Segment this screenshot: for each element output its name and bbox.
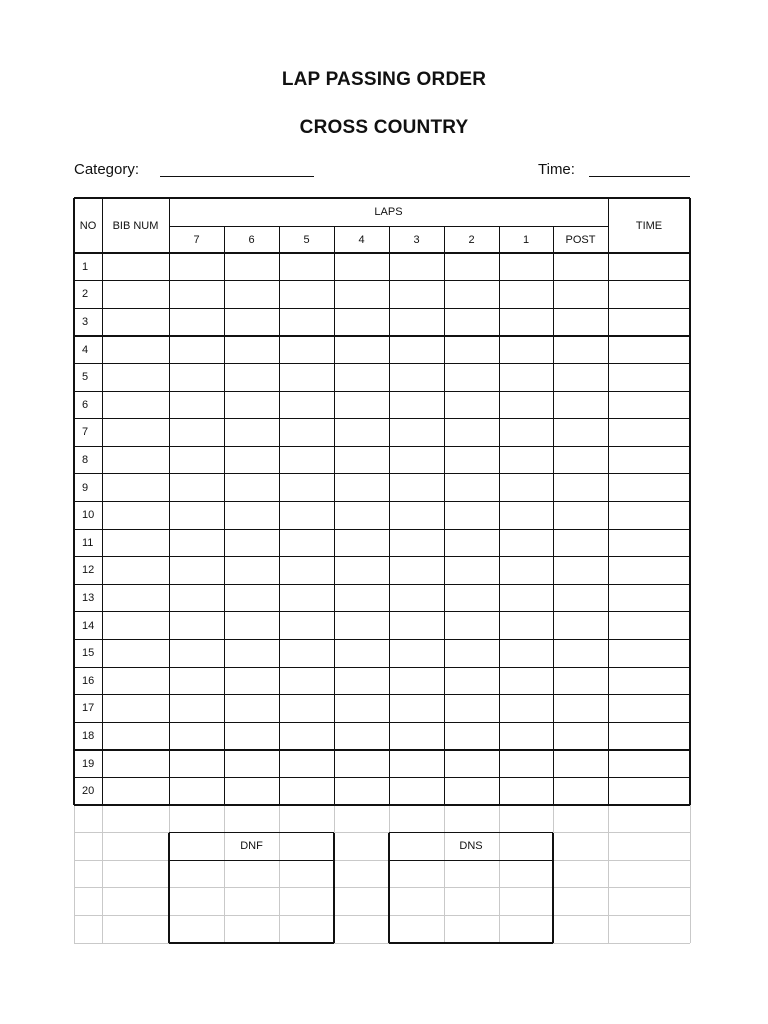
entry-cell[interactable]	[224, 308, 279, 336]
entry-cell[interactable]	[444, 501, 499, 529]
row-number: 9	[82, 481, 89, 494]
entry-cell[interactable]	[444, 667, 499, 695]
entry-cell[interactable]	[102, 750, 169, 778]
row-line	[74, 556, 690, 557]
entry-cell[interactable]	[499, 474, 553, 502]
entry-cell[interactable]	[224, 501, 279, 529]
entry-cell[interactable]	[102, 308, 169, 336]
entry-cell[interactable]	[279, 695, 334, 723]
entry-cell[interactable]	[444, 391, 499, 419]
entry-cell[interactable]	[169, 612, 224, 640]
row-line	[74, 501, 690, 502]
extra-col-line	[279, 805, 280, 943]
entry-cell[interactable]	[553, 363, 608, 391]
entry-cell[interactable]	[279, 281, 334, 309]
entry-cell[interactable]	[224, 281, 279, 309]
entry-cell[interactable]	[224, 667, 279, 695]
row-number: 20	[82, 785, 95, 798]
entry-cell[interactable]	[279, 391, 334, 419]
entry-cell[interactable]	[102, 667, 169, 695]
extra-col-line	[74, 805, 75, 943]
entry-cell[interactable]	[444, 529, 499, 557]
entry-cell[interactable]	[444, 253, 499, 281]
row-number: 2	[82, 288, 89, 301]
entry-cell[interactable]	[608, 336, 690, 364]
entry-cell[interactable]	[553, 557, 608, 585]
row-line	[74, 473, 690, 474]
entry-cell[interactable]	[169, 253, 224, 281]
entry-cell[interactable]	[334, 446, 389, 474]
entry-cell[interactable]	[169, 446, 224, 474]
entry-cell[interactable]	[224, 446, 279, 474]
row-line	[74, 280, 690, 281]
entry-cell[interactable]	[608, 363, 690, 391]
entry-cell[interactable]	[169, 557, 224, 585]
entry-cell[interactable]	[169, 281, 224, 309]
entry-cell[interactable]	[279, 612, 334, 640]
entry-cell[interactable]	[279, 557, 334, 585]
extra-col-line	[102, 805, 103, 943]
entry-cell[interactable]	[279, 722, 334, 750]
dns-box-border	[389, 942, 553, 943]
entry-cell[interactable]	[553, 474, 608, 502]
row-line	[74, 418, 690, 419]
entry-cell[interactable]	[553, 529, 608, 557]
entry-cell[interactable]	[279, 639, 334, 667]
entry-cell[interactable]	[224, 695, 279, 723]
entry-cell[interactable]	[102, 336, 169, 364]
entry-cell[interactable]	[499, 253, 553, 281]
col-line	[73, 198, 75, 805]
entry-cell[interactable]	[389, 750, 444, 778]
entry-cell[interactable]	[608, 667, 690, 695]
entry-cell[interactable]	[553, 308, 608, 336]
entry-cell[interactable]	[553, 667, 608, 695]
entry-cell[interactable]	[389, 363, 444, 391]
row-line	[74, 446, 690, 447]
entry-cell[interactable]	[553, 584, 608, 612]
entry-cell[interactable]	[444, 722, 499, 750]
entry-cell[interactable]	[334, 391, 389, 419]
entry-cell[interactable]	[389, 695, 444, 723]
entry-cell[interactable]	[102, 639, 169, 667]
entry-cell[interactable]	[334, 584, 389, 612]
col-line	[553, 226, 554, 805]
row-number: 12	[82, 564, 95, 577]
entry-cell[interactable]	[608, 391, 690, 419]
col-line	[689, 198, 691, 805]
entry-cell[interactable]	[224, 639, 279, 667]
entry-cell[interactable]	[553, 253, 608, 281]
entry-cell[interactable]	[279, 474, 334, 502]
entry-cell[interactable]	[224, 391, 279, 419]
entry-cell[interactable]	[279, 419, 334, 447]
entry-cell[interactable]	[389, 446, 444, 474]
entry-cell[interactable]	[444, 777, 499, 805]
entry-cell[interactable]	[553, 419, 608, 447]
row-number: 7	[82, 426, 89, 439]
entry-cell[interactable]	[499, 667, 553, 695]
entry-cell[interactable]	[608, 612, 690, 640]
entry-cell[interactable]	[279, 308, 334, 336]
entry-cell[interactable]	[499, 529, 553, 557]
dns-box-border	[389, 860, 553, 861]
entry-cell[interactable]	[608, 419, 690, 447]
entry-cell[interactable]	[444, 363, 499, 391]
extra-row-line	[74, 887, 690, 888]
row-line	[74, 694, 690, 695]
entry-cell[interactable]	[553, 750, 608, 778]
entry-cell[interactable]	[102, 446, 169, 474]
entry-cell[interactable]	[553, 391, 608, 419]
entry-cell[interactable]	[102, 253, 169, 281]
entry-cell[interactable]	[279, 529, 334, 557]
entry-cell[interactable]	[389, 501, 444, 529]
entry-cell[interactable]	[224, 529, 279, 557]
row-line	[74, 335, 690, 337]
entry-cell[interactable]	[169, 584, 224, 612]
extra-col-line	[444, 805, 445, 943]
col-line	[608, 198, 609, 805]
entry-cell[interactable]	[279, 446, 334, 474]
entry-cell[interactable]	[224, 474, 279, 502]
entry-cell[interactable]	[389, 336, 444, 364]
dnf-box-label: DNF	[240, 840, 263, 853]
entry-cell[interactable]	[499, 612, 553, 640]
dnf-box-border	[169, 942, 334, 943]
header-lap-5: 5	[303, 233, 310, 246]
entry-cell[interactable]	[169, 750, 224, 778]
page-title: LAP PASSING ORDER	[281, 69, 487, 90]
time-field[interactable]	[589, 176, 690, 177]
entry-cell[interactable]	[279, 584, 334, 612]
entry-cell[interactable]	[553, 612, 608, 640]
header-lap-6: 6	[248, 233, 255, 246]
entry-cell[interactable]	[224, 557, 279, 585]
row-number: 5	[82, 371, 89, 384]
table-top-border	[74, 197, 690, 199]
entry-cell[interactable]	[499, 750, 553, 778]
row-line	[74, 804, 690, 806]
row-line	[74, 722, 690, 723]
dnf-box-border	[333, 833, 334, 943]
entry-cell[interactable]	[499, 584, 553, 612]
entry-cell[interactable]	[444, 750, 499, 778]
entry-cell[interactable]	[169, 667, 224, 695]
extra-row-line	[74, 860, 690, 861]
entry-cell[interactable]	[389, 529, 444, 557]
header-bib-num: BIB NUM	[112, 219, 159, 232]
entry-cell[interactable]	[224, 363, 279, 391]
entry-cell[interactable]	[444, 639, 499, 667]
category-field[interactable]	[160, 176, 314, 177]
row-number: 17	[82, 702, 95, 715]
category-label: Category:	[74, 161, 140, 178]
extra-row-line	[74, 915, 690, 916]
entry-cell[interactable]	[169, 639, 224, 667]
entry-cell[interactable]	[279, 777, 334, 805]
header-laps: LAPS	[374, 206, 403, 218]
extra-row-line	[74, 943, 690, 944]
row-number: 11	[82, 536, 94, 549]
entry-cell[interactable]	[169, 391, 224, 419]
entry-cell[interactable]	[389, 308, 444, 336]
col-line	[444, 226, 445, 805]
entry-cell[interactable]	[444, 336, 499, 364]
entry-cell[interactable]	[334, 750, 389, 778]
col-line	[102, 198, 103, 805]
row-number: 1	[82, 260, 89, 273]
entry-cell[interactable]	[444, 446, 499, 474]
entry-cell[interactable]	[499, 557, 553, 585]
entry-cell[interactable]	[499, 308, 553, 336]
entry-cell[interactable]	[444, 419, 499, 447]
entry-cell[interactable]	[169, 419, 224, 447]
dns-box-border	[389, 832, 553, 833]
entry-cell[interactable]	[389, 639, 444, 667]
entry-cell[interactable]	[389, 281, 444, 309]
entry-cell[interactable]	[389, 584, 444, 612]
extra-col-line	[690, 805, 691, 943]
entry-cell[interactable]	[444, 695, 499, 723]
header-lap-post: POST	[565, 233, 596, 246]
row-number: 19	[82, 757, 95, 770]
entry-cell[interactable]	[553, 722, 608, 750]
entry-cell[interactable]	[499, 391, 553, 419]
row-line	[74, 391, 690, 392]
time-label: Time:	[538, 161, 575, 178]
entry-cell[interactable]	[169, 474, 224, 502]
entry-cell[interactable]	[334, 253, 389, 281]
entry-cell[interactable]	[169, 308, 224, 336]
entry-cell[interactable]	[608, 281, 690, 309]
row-number: 6	[82, 398, 89, 411]
dnf-box-border	[169, 832, 334, 833]
entry-cell[interactable]	[334, 281, 389, 309]
entry-cell[interactable]	[334, 639, 389, 667]
entry-cell[interactable]	[608, 722, 690, 750]
entry-cell[interactable]	[444, 557, 499, 585]
entry-cell[interactable]	[499, 501, 553, 529]
entry-cell[interactable]	[444, 474, 499, 502]
row-line	[74, 777, 690, 779]
entry-cell[interactable]	[224, 722, 279, 750]
entry-cell[interactable]	[608, 474, 690, 502]
row-line	[74, 308, 690, 309]
row-number: 8	[82, 453, 89, 466]
entry-cell[interactable]	[608, 639, 690, 667]
entry-cell[interactable]	[608, 777, 690, 805]
entry-cell[interactable]	[169, 363, 224, 391]
row-line	[74, 639, 690, 640]
entry-cell[interactable]	[102, 529, 169, 557]
entry-cell[interactable]	[553, 777, 608, 805]
entry-cell[interactable]	[334, 695, 389, 723]
entry-cell[interactable]	[553, 281, 608, 309]
col-line	[224, 226, 225, 805]
entry-cell[interactable]	[389, 474, 444, 502]
row-line	[74, 611, 690, 612]
entry-cell[interactable]	[224, 584, 279, 612]
entry-cell[interactable]	[334, 667, 389, 695]
entry-cell[interactable]	[334, 722, 389, 750]
row-line	[74, 667, 690, 668]
entry-cell[interactable]	[102, 584, 169, 612]
entry-cell[interactable]	[169, 529, 224, 557]
entry-cell[interactable]	[389, 777, 444, 805]
entry-cell[interactable]	[499, 639, 553, 667]
entry-cell[interactable]	[499, 722, 553, 750]
row-line	[74, 584, 690, 585]
entry-cell[interactable]	[553, 695, 608, 723]
entry-cell[interactable]	[608, 529, 690, 557]
entry-cell[interactable]	[102, 612, 169, 640]
extra-col-line	[499, 805, 500, 943]
row-line	[74, 252, 690, 254]
entry-cell[interactable]	[553, 336, 608, 364]
entry-cell[interactable]	[499, 695, 553, 723]
entry-cell[interactable]	[224, 612, 279, 640]
entry-cell[interactable]	[444, 308, 499, 336]
extra-col-line	[608, 805, 609, 943]
header-lap-3: 3	[413, 233, 420, 246]
entry-cell[interactable]	[102, 363, 169, 391]
entry-cell[interactable]	[389, 557, 444, 585]
row-number: 14	[82, 619, 95, 632]
entry-cell[interactable]	[279, 363, 334, 391]
entry-cell[interactable]	[279, 667, 334, 695]
entry-cell[interactable]	[102, 557, 169, 585]
entry-cell[interactable]	[608, 557, 690, 585]
entry-cell[interactable]	[102, 391, 169, 419]
extra-col-line	[224, 805, 225, 943]
entry-cell[interactable]	[334, 419, 389, 447]
entry-cell[interactable]	[169, 336, 224, 364]
entry-cell[interactable]	[608, 446, 690, 474]
entry-cell[interactable]	[334, 612, 389, 640]
entry-cell[interactable]	[334, 529, 389, 557]
entry-cell[interactable]	[499, 419, 553, 447]
entry-cell[interactable]	[499, 446, 553, 474]
entry-cell[interactable]	[102, 501, 169, 529]
row-number: 4	[82, 343, 89, 356]
col-line	[279, 226, 280, 805]
entry-cell[interactable]	[224, 336, 279, 364]
row-number: 3	[82, 315, 89, 328]
header-lap-7: 7	[193, 233, 200, 246]
entry-cell[interactable]	[169, 722, 224, 750]
entry-cell[interactable]	[608, 750, 690, 778]
row-number: 16	[82, 674, 95, 687]
entry-cell[interactable]	[224, 253, 279, 281]
entry-cell[interactable]	[334, 501, 389, 529]
entry-cell[interactable]	[553, 446, 608, 474]
entry-cell[interactable]	[279, 253, 334, 281]
dnf-box-border	[169, 860, 334, 861]
entry-cell[interactable]	[279, 336, 334, 364]
header-time: TIME	[635, 219, 663, 232]
entry-cell[interactable]	[334, 474, 389, 502]
entry-cell[interactable]	[224, 750, 279, 778]
entry-cell[interactable]	[444, 612, 499, 640]
col-line	[169, 198, 170, 805]
entry-cell[interactable]	[334, 336, 389, 364]
header-no: NO	[79, 219, 97, 232]
row-line	[74, 529, 690, 530]
entry-cell[interactable]	[169, 777, 224, 805]
entry-cell[interactable]	[169, 695, 224, 723]
header-lap-1: 1	[522, 233, 530, 246]
entry-cell[interactable]	[499, 777, 553, 805]
entry-cell[interactable]	[444, 281, 499, 309]
entry-cell[interactable]	[389, 722, 444, 750]
row-number: 10	[82, 509, 95, 522]
col-line	[499, 226, 500, 805]
dns-box-label: DNS	[459, 840, 483, 853]
entry-cell[interactable]	[102, 695, 169, 723]
entry-cell[interactable]	[102, 281, 169, 309]
entry-cell[interactable]	[334, 557, 389, 585]
entry-cell[interactable]	[553, 639, 608, 667]
entry-cell[interactable]	[224, 777, 279, 805]
dns-box-border	[388, 833, 389, 943]
row-line	[74, 749, 690, 751]
entry-cell[interactable]	[334, 363, 389, 391]
entry-cell[interactable]	[608, 501, 690, 529]
entry-cell[interactable]	[102, 474, 169, 502]
entry-cell[interactable]	[279, 501, 334, 529]
entry-cell[interactable]	[389, 391, 444, 419]
entry-cell[interactable]	[608, 584, 690, 612]
entry-cell[interactable]	[102, 722, 169, 750]
entry-cell[interactable]	[389, 667, 444, 695]
extra-row-line	[74, 832, 690, 833]
entry-cell[interactable]	[334, 308, 389, 336]
dnf-box-border	[168, 833, 169, 943]
entry-cell[interactable]	[279, 750, 334, 778]
row-line	[74, 363, 690, 364]
page-subtitle: CROSS COUNTRY	[299, 117, 469, 138]
entry-cell[interactable]	[499, 363, 553, 391]
dns-box-border	[552, 833, 553, 943]
entry-cell[interactable]	[608, 253, 690, 281]
entry-cell[interactable]	[224, 419, 279, 447]
entry-cell[interactable]	[608, 695, 690, 723]
entry-cell[interactable]	[499, 336, 553, 364]
entry-cell[interactable]	[389, 612, 444, 640]
entry-cell[interactable]	[608, 308, 690, 336]
col-line	[334, 226, 335, 805]
entry-cell[interactable]	[334, 777, 389, 805]
row-number: 18	[82, 729, 95, 742]
entry-cell[interactable]	[102, 419, 169, 447]
col-line	[389, 226, 390, 805]
entry-cell[interactable]	[389, 253, 444, 281]
row-number: 15	[82, 647, 95, 660]
entry-cell[interactable]	[499, 281, 553, 309]
entry-cell[interactable]	[553, 501, 608, 529]
entry-cell[interactable]	[102, 777, 169, 805]
row-number: 13	[82, 591, 95, 604]
entry-cell[interactable]	[444, 584, 499, 612]
header-lap-4: 4	[358, 233, 365, 246]
entry-cell[interactable]	[169, 501, 224, 529]
entry-cell[interactable]	[389, 419, 444, 447]
header-lap-2: 2	[468, 233, 475, 246]
